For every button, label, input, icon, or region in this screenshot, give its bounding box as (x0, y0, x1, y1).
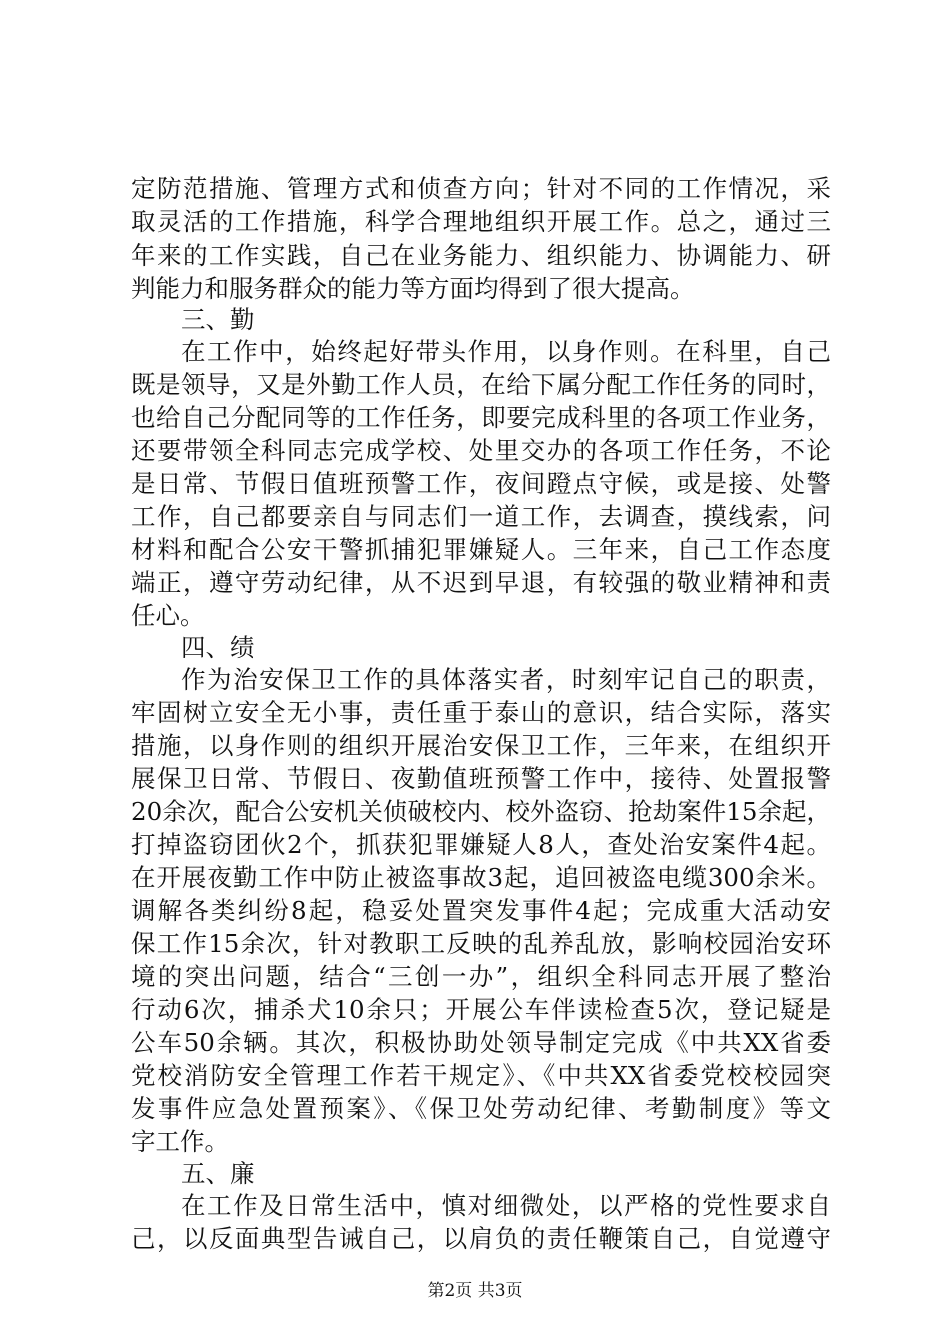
text-line: 保工作15余次，针对教职工反映的乱养乱放，影响校园治安环 (131, 929, 831, 958)
text-line: 定防范措施、管理方式和侦查方向；针对不同的工作情况，采 (131, 174, 831, 203)
section-heading: 五、廉 (181, 1159, 255, 1188)
text-line: 己，以反面典型告诫自己，以肩负的责任鞭策自己，自觉遵守 (131, 1224, 831, 1253)
text-line: 打掉盗窃团伙2个，抓获犯罪嫌疑人8人，查处治安案件4起。 (131, 830, 831, 859)
page-number: 第2页 共3页 (427, 1281, 523, 1301)
text-line: 行动6次，捕杀犬10余只；开展公车伴读检查5次，登记疑是 (131, 995, 831, 1024)
text-line: 取灵活的工作措施，科学合理地组织开展工作。总之，通过三 (131, 207, 831, 236)
text-line: 材料和配合公安干警抓捕犯罪嫌疑人。三年来，自己工作态度 (131, 535, 831, 564)
paragraph-first-line: 在工作中，始终起好带头作用，以身作则。在科里，自己 (181, 337, 831, 366)
text-line: 发事件应急处置预案》、《保卫处劳动纪律、考勤制度》等文 (131, 1094, 831, 1123)
text-line: 在开展夜勤工作中防止被盗事故3起，追回被盗电缆300余米。 (131, 863, 831, 892)
text-line: 牢固树立安全无小事，责任重于泰山的意识，结合实际，落实 (131, 698, 831, 727)
text-line: 展保卫日常、节假日、夜勤值班预警工作中，接待、处置报警 (131, 764, 831, 793)
text-line: 调解各类纠纷8起，稳妥处置突发事件4起；完成重大活动安 (131, 896, 831, 925)
paragraph-first-line: 在工作及日常生活中，慎对细微处，以严格的党性要求自 (181, 1191, 831, 1220)
text-line: 字工作。 (131, 1127, 229, 1156)
text-line: 20余次，配合公安机关侦破校内、校外盗窃、抢劫案件15余起， (131, 797, 831, 826)
paragraph-first-line: 作为治安保卫工作的具体落实者，时刻牢记自己的职责， (181, 665, 831, 694)
text-line: 也给自己分配同等的工作任务，即要完成科里的各项工作业务， (131, 403, 831, 432)
section-heading: 三、勤 (181, 305, 255, 334)
text-line: 是日常、节假日值班预警工作，夜间蹬点守候，或是接、处警 (131, 469, 831, 498)
text-line: 还要带领全科同志完成学校、处里交办的各项工作任务，不论 (131, 436, 831, 465)
text-line: 既是领导，又是外勤工作人员，在给下属分配工作任务的同时， (131, 370, 831, 399)
text-line: 任心。 (131, 601, 205, 630)
text-line: 年来的工作实践，自己在业务能力、组织能力、协调能力、研 (131, 241, 831, 270)
section-heading: 四、绩 (181, 633, 255, 662)
text-line: 判能力和服务群众的能力等方面均得到了很大提高。 (131, 274, 695, 303)
text-line: 端正，遵守劳动纪律，从不迟到早退，有较强的敬业精神和责 (131, 568, 831, 597)
text-line: 党校消防安全管理工作若干规定》、《中共XX省委党校校园突 (131, 1061, 831, 1090)
text-line: 工作，自己都要亲自与同志们一道工作，去调查，摸线索，问 (131, 502, 831, 531)
text-line: 境的突出问题，结合“三创一办”，组织全科同志开展了整治 (131, 962, 831, 991)
text-line: 公车50余辆。其次，积极协助处领导制定完成《中共XX省委 (131, 1028, 831, 1057)
text-line: 措施，以身作则的组织开展治安保卫工作，三年来，在组织开 (131, 731, 831, 760)
